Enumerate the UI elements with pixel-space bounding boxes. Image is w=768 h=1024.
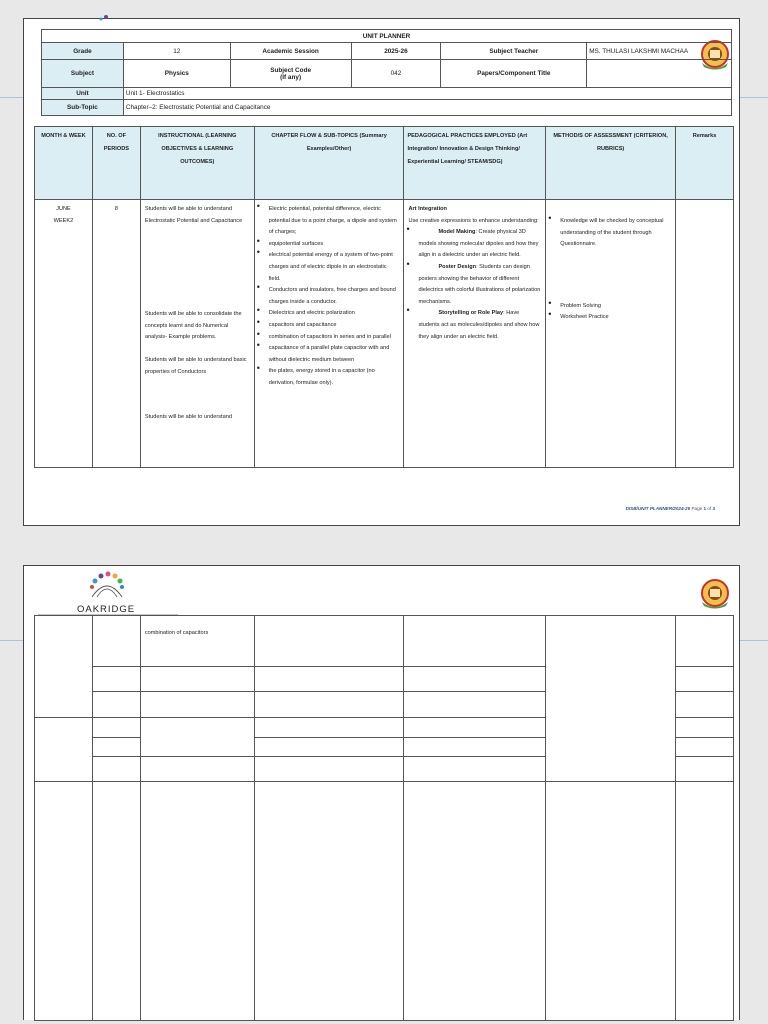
week-text: WEEK2 xyxy=(53,217,74,224)
pedagogy-list xyxy=(408,227,541,343)
list-item: • equipotential surfaces xyxy=(259,239,400,251)
list-item: • Conductors and insulators, free charges and bound charges inside a conductor. xyxy=(259,285,400,308)
cell-assessment xyxy=(546,200,676,468)
col-month-week: MONTH & WEEK xyxy=(35,127,93,200)
pedagogy-intro: Use creative expressions to enhance understanding: xyxy=(408,217,539,224)
teacher-value: MS. THULASI LAKSHMI MACHAA xyxy=(587,43,732,60)
grade-value: 12 xyxy=(123,43,230,60)
grid-cell xyxy=(404,718,546,738)
list-item xyxy=(408,227,541,262)
grid-cell xyxy=(35,616,93,718)
grid-cell xyxy=(676,757,734,782)
grid-cell xyxy=(92,738,140,757)
grid-cell xyxy=(404,757,546,782)
grid-cell xyxy=(92,718,140,738)
subject-label: Subject xyxy=(42,60,124,88)
list-item: • Knowledge will be checked by conceptual understanding of the student through Questionnaire. xyxy=(550,216,671,251)
school-name: OAKRIDGE xyxy=(77,604,136,615)
footer-doc: DISB/UNIT PLANNER/2024-25 xyxy=(625,506,691,511)
grid-cell xyxy=(92,616,140,667)
grid-cell xyxy=(140,782,254,1021)
pedagogy-item-title: Model Making xyxy=(438,229,476,236)
grid-cell xyxy=(546,616,676,782)
grid-cell xyxy=(404,667,546,692)
subject-code-value: 042 xyxy=(351,60,441,88)
table-row xyxy=(35,782,734,1021)
col-chapter-flow: CHAPTER FLOW & SUB-TOPICS (Summary Examples/Other) xyxy=(254,127,404,200)
grid-cell xyxy=(254,738,404,757)
list-item xyxy=(408,308,541,343)
col-periods: NO. OF PERIODS xyxy=(92,127,140,200)
grade-label: Grade xyxy=(42,43,124,60)
grid-cell xyxy=(254,667,404,692)
subtopic-value: Chapter–2: Electrostatic Potential and Capacitance xyxy=(123,100,731,116)
list-item xyxy=(408,262,541,308)
grid-cell xyxy=(404,782,546,1021)
month-text: JUNE xyxy=(56,206,71,212)
teacher-label: Subject Teacher xyxy=(441,43,587,60)
header-table xyxy=(41,29,732,116)
planner-table xyxy=(34,126,734,468)
pedagogy-item-title: Poster Design xyxy=(438,263,477,270)
unit-value: Unit 1- Electrostatics xyxy=(123,88,731,100)
cell-objectives xyxy=(140,200,254,468)
footer-page-total: 3 xyxy=(712,506,715,511)
cell-remarks xyxy=(676,200,734,468)
grid-cell xyxy=(676,718,734,738)
planner-title: UNIT PLANNER xyxy=(42,30,732,43)
chapter-flow-list xyxy=(259,204,400,390)
grid-cell xyxy=(404,616,546,667)
cell-month-week xyxy=(35,200,93,468)
footer-page xyxy=(691,506,715,511)
page-2 xyxy=(23,565,740,1020)
cell-pedagogy xyxy=(404,200,546,468)
grid-cell xyxy=(254,616,404,667)
grid-cell xyxy=(35,718,93,782)
pedagogy-item-text: : Have students act as molecules/dipoles and show how they align under an electric field. xyxy=(418,310,540,340)
grid-cell xyxy=(676,692,734,718)
grid-cell xyxy=(676,667,734,692)
grid-cell xyxy=(140,692,254,718)
objective-item: Students will be able to understand basic properties of Conductors xyxy=(144,356,247,375)
list-item: • capacitance of a parallel plate capacitor with and without dielectric medium between xyxy=(259,343,400,366)
list-item: • electrical potential energy of a system of two-point charges and of electric dipole in an electrostatic field. xyxy=(259,250,400,285)
unit-label: Unit xyxy=(42,88,124,100)
page-1 xyxy=(23,18,740,526)
subject-value: Physics xyxy=(123,60,230,88)
pedagogy-item-title: Storytelling or Role Play xyxy=(438,310,504,317)
grid-cell xyxy=(92,782,140,1021)
list-item: • the plates, energy stored in a capacitor (no derivation, formulae only). xyxy=(259,366,400,389)
papers-value xyxy=(587,60,732,88)
col-instructional: INSTRUCTIONAL (LEARNING OBJECTIVES & LEARNING OUTCOMES) xyxy=(140,127,254,200)
assessment-list xyxy=(550,216,671,324)
school-logo-icon xyxy=(82,571,132,601)
pedagogy-heading: Art Integration xyxy=(408,206,447,212)
page-footer xyxy=(626,506,715,511)
grid-cell xyxy=(676,782,734,1021)
grid-cell xyxy=(92,667,140,692)
subject-code-text: Subject Code xyxy=(270,66,312,74)
footer-page-num: 1 xyxy=(703,506,707,511)
grid-cell xyxy=(254,782,404,1021)
list-item: • Dielectrics and electric polarization xyxy=(259,308,400,320)
grid-cell xyxy=(546,782,676,1021)
grid-cell xyxy=(254,757,404,782)
pedagogy-item-text: : Students can design posters showing the behavior of different dielectrics with colorful illustrations of polarization mechanisms. xyxy=(418,263,541,305)
school-logo-partial xyxy=(96,13,116,23)
grid-cell xyxy=(254,692,404,718)
list-item: • capacitors and capacitance xyxy=(259,320,400,332)
list-item: • Problem Solving xyxy=(550,301,671,313)
session-label: Academic Session xyxy=(230,43,351,60)
session-value: 2025-26 xyxy=(351,43,441,60)
cell-chapter-flow xyxy=(254,200,404,468)
subject-code-note: (If any) xyxy=(280,73,302,81)
grid-cell xyxy=(254,718,404,738)
col-pedagogy: PEDAGOGICAL PRACTICES EMPLOYED (Art Integration/ Innovation & Design Thinking/ Experiential Learning/ STEAM/SDG) xyxy=(404,127,546,200)
grid-cell-text: combination of capacitors xyxy=(140,616,254,667)
grid-cell xyxy=(404,738,546,757)
planner-table-continued xyxy=(34,615,734,1021)
list-item: • Electric potential, potential difference, electric potential due to a point charge, a dipole and system of charges; xyxy=(259,204,400,239)
grid-cell xyxy=(676,616,734,667)
footer-of-word: of xyxy=(707,506,712,511)
papers-label: Papers/Component Title xyxy=(441,60,587,88)
cbse-emblem-icon xyxy=(698,578,732,612)
grid-cell xyxy=(140,667,254,692)
list-item: • combination of capacitors in series and in parallel xyxy=(259,332,400,344)
grid-cell xyxy=(35,782,93,1021)
objective-item: Students will be able to consolidate the concepts learnt and do Numerical analysis- Example problems. xyxy=(144,311,242,341)
subject-code-label xyxy=(230,60,351,88)
grid-cell xyxy=(92,692,140,718)
objective-item: Students will be able to understand Electrostatic Potential and Capacitance xyxy=(144,206,243,224)
table-row xyxy=(35,616,734,667)
subtopic-label: Sub-Topic xyxy=(42,100,124,116)
cell-periods: 8 xyxy=(92,200,140,468)
pedagogy-item-text: : Create physical 3D models showing molecular dipoles and how they align in a dielectric under an electric field. xyxy=(418,229,539,259)
grid-cell xyxy=(92,757,140,782)
list-item: • Worksheet Practice xyxy=(550,312,671,324)
grid-cell xyxy=(676,738,734,757)
grid-cell xyxy=(140,718,254,757)
col-assessment: METHOD/S OF ASSESSMENT (CRITERION, RUBRICS) xyxy=(546,127,676,200)
objective-item: Students will be able to understand xyxy=(144,414,232,421)
grid-cell xyxy=(140,757,254,782)
footer-page-word: Page xyxy=(691,506,703,511)
col-remarks: Remarks xyxy=(676,127,734,200)
table-row xyxy=(35,200,734,468)
grid-cell xyxy=(404,692,546,718)
